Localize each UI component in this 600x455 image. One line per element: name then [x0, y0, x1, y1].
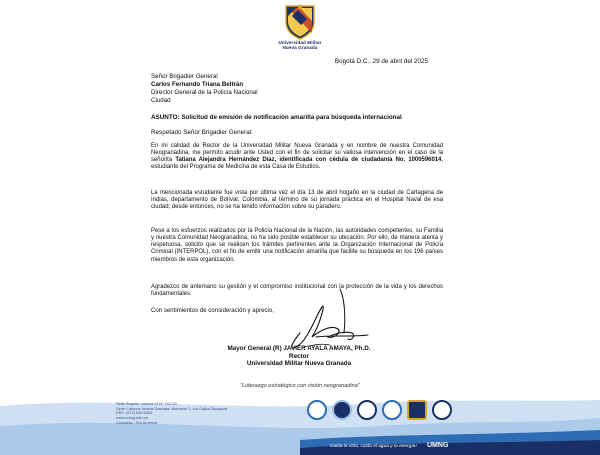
- certification-seal-icon: [306, 400, 328, 420]
- signer-institution: Universidad Militar Nueva Granada: [246, 360, 352, 368]
- certification-seals: [306, 400, 456, 430]
- student-identification: Tatiana Alejandra Hernández Díaz, identificada con cédula de ciudadanía No. 1000596014: [175, 157, 442, 164]
- contact-line: Colombia - Sur América: [116, 419, 158, 425]
- paragraph-last-seen: La mencionada estudiante fue vista por última vez el día 13 de abril hogaño en la ciudad de Cartagena de Indias, departamento de Bolívar, Colombia, al término de su jornada práctica en el Hospital Naval de esa ciudad; desde entonces, no se ha tenido información sobre su paradero.: [151, 190, 443, 211]
- recipient-city: Ciudad: [151, 96, 171, 104]
- certification-seal-icon: [431, 400, 453, 420]
- certification-seal-icon: [381, 400, 403, 420]
- letterhead-footer: [0, 396, 600, 455]
- certification-seal-icon: [406, 400, 428, 420]
- university-name-line1: Universidad Militar: [278, 40, 322, 45]
- university-crest-icon: [283, 4, 317, 40]
- contact-line: Sede Campus Nueva Granada: kilómetro 2, vía Cajicá-Zipaquirá: [116, 405, 228, 411]
- recipient-position: Director General de la Policía Nacional: [151, 88, 258, 96]
- certification-seal-icon: [356, 400, 378, 420]
- footer-contact: [116, 402, 227, 426]
- signer-role: Rector: [289, 352, 309, 360]
- recipient-name: Carlos Fernando Triana Beltrán: [151, 80, 244, 88]
- letter-date: Bogotá D.C., 29 de abril del 2025: [334, 58, 428, 65]
- paragraph-request-part1: En mi calidad de Rector de la Universidad Militar Nueva Granada y en nombre de nuestra Comunidad Neogranadina, me permito acudir ante Usted con el fin de solicitar su valiosa intervención en el caso de la señorita: [151, 143, 443, 164]
- recipient-title: Señor Brigadier General: [151, 73, 218, 80]
- umng-brand-logo: UMNG: [427, 442, 449, 449]
- paragraph-interpol-request: Pese a los esfuerzos realizados por la Policía Nacional de la Nación, las autoridades competentes, su Familia y nuestra Comunidad Neogranadina, no ha sido posible establecer su ubicación. Por ello, de manera atenta y respetuosa, solicito que se realicen los trámites pertinentes ante la Organización Internacional de Policía Criminal (INTERPOL), con el fin de emitir una notificación amarilla que facilite su búsqueda en los 196 países miembros de esta organización.: [151, 228, 443, 263]
- paragraph-request: [151, 143, 443, 172]
- salutation: Respetado Señor Brigadier General:: [151, 129, 253, 136]
- contact-line: PBX: (571) 650 0000: [116, 410, 153, 416]
- university-name-line2: Nueva Granada: [282, 45, 318, 50]
- paragraph-request-part2: , estudiante del Programa de Medicina de esta Casa de Estudios.: [151, 157, 444, 171]
- recipient-block: [151, 73, 258, 105]
- certification-seal-icon: [331, 400, 353, 420]
- signer-name: Mayor General (R) JAVIER AYALA AMAYA, Ph.D.: [227, 345, 371, 352]
- closing-line: Con sentimientos de consideración y aprecio,: [151, 307, 274, 314]
- contact-line: www.umng.edu.co: [116, 415, 148, 421]
- contact-line: Sede Bogotá: carrera 11 N° 101-80: [116, 401, 177, 406]
- university-logo: [268, 4, 332, 56]
- environmental-slogan: Cuida la vida, cuida el agua y la energía!: [330, 444, 417, 449]
- signature-block: [204, 345, 394, 368]
- paragraph-thanks: Agradezco de antemano su gestión y el compromiso institucional con la protección de la vida y los derechos fundamentales.: [151, 284, 443, 298]
- institutional-motto: "Liderazgo estratégico con visión neogranadina": [240, 383, 360, 389]
- letter-subject: ASUNTO: Solicitud de emisión de notificación amarilla para búsqueda internacional: [151, 114, 402, 121]
- footer-wave-background: [0, 396, 600, 455]
